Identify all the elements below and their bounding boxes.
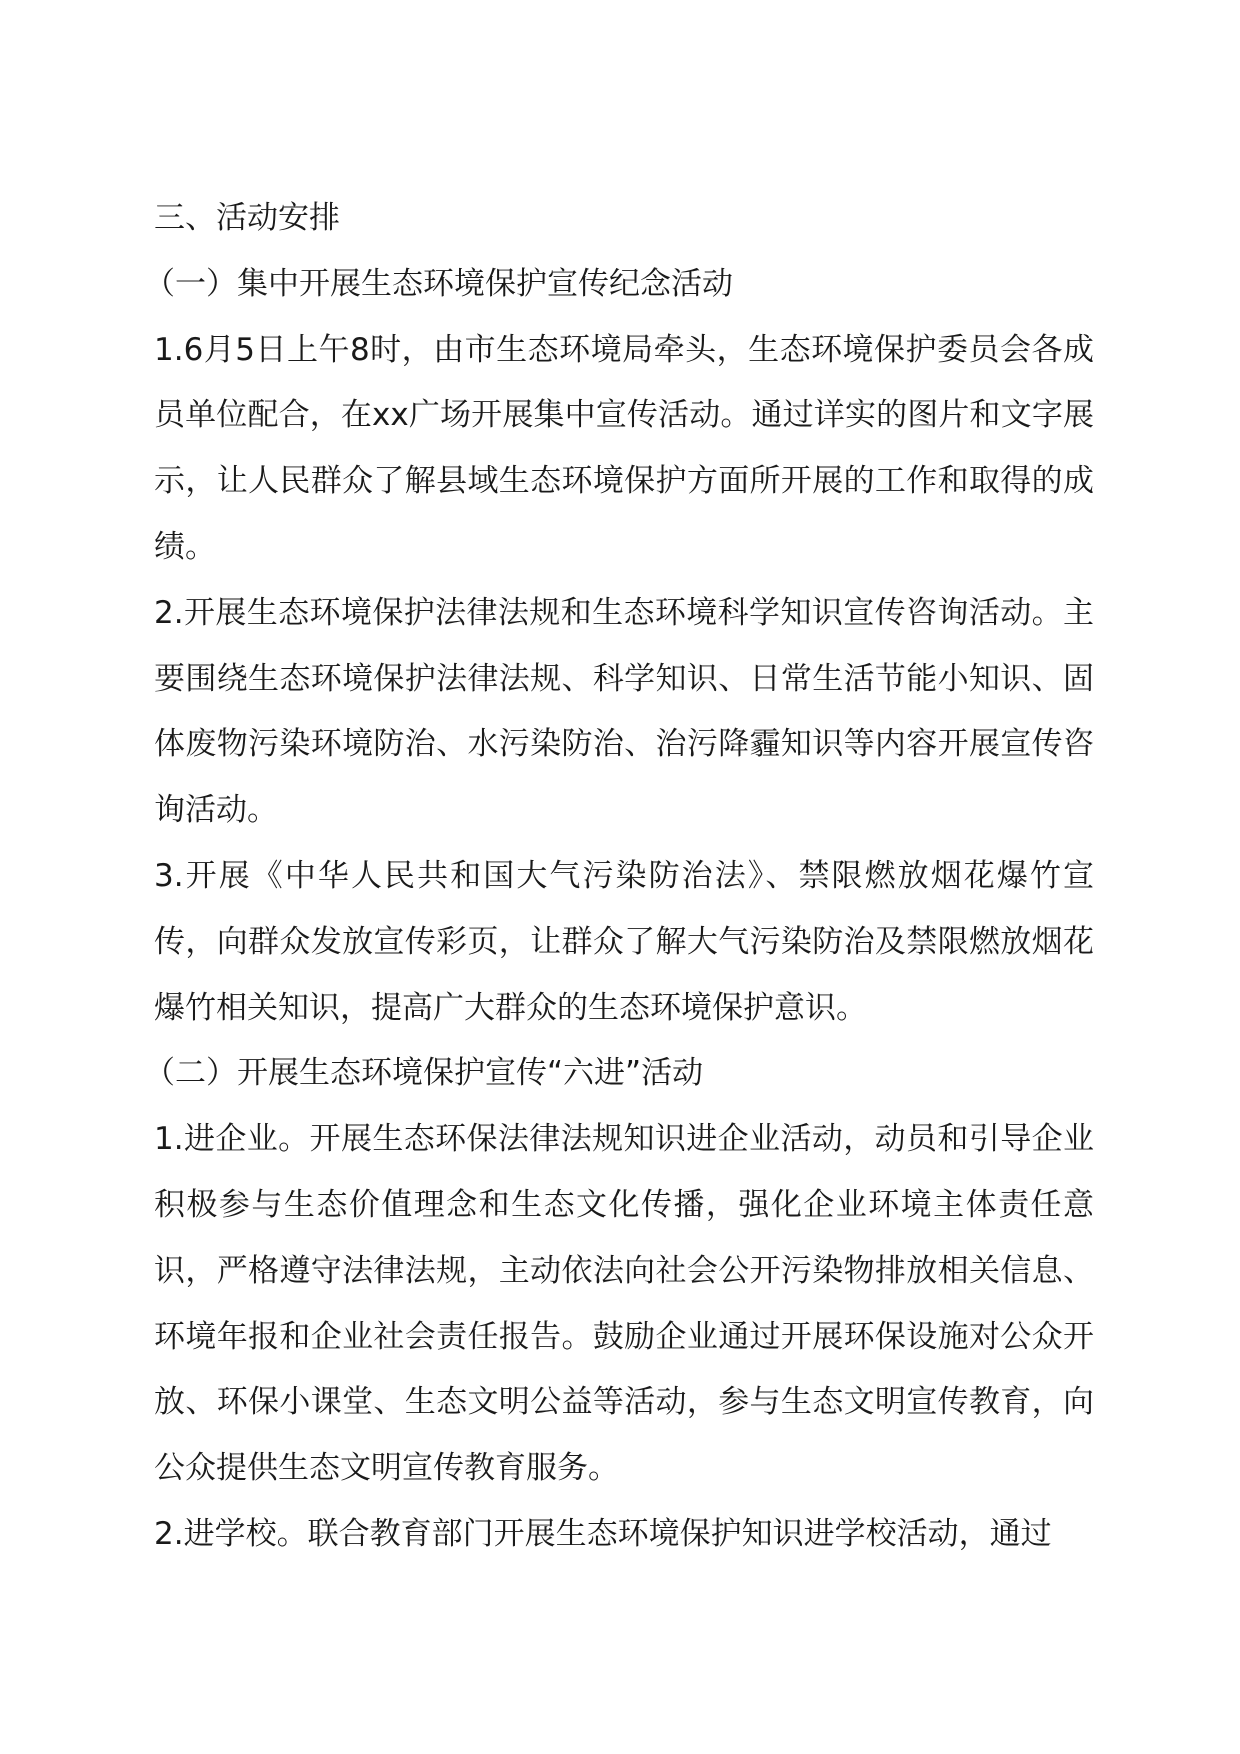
subsection-heading-1: （一）集中开展生态环境保护宣传纪念活动 (144, 265, 733, 302)
paragraph-2-2: 2.进学校。联合教育部门开展生态环境保护知识进学校活动，通过 (154, 1515, 1052, 1552)
paragraph-1-1: 1.6月5日上午8时，由市生态环境局牵头，生态环境保护委员会各成员单位配合，在xx广场开展集中宣传活动。通过详实的图片和文字展示，让人民群众了解县域生态环境保护方面所开展的工作和取得的成绩。 (154, 331, 1094, 565)
paragraph-1-3: 3.开展《中华人民共和国大气污染防治法》、禁限燃放烟花爆竹宣传，向群众发放宣传彩页，让群众了解大气污染防治及禁限燃放烟花爆竹相关知识，提高广大群众的生态环境保护意识。 (154, 857, 1094, 1026)
paragraph-2-1: 1.进企业。开展生态环保法律法规知识进企业活动，动员和引导企业积极参与生态价值理念和生态文化传播，强化企业环境主体责任意识，严格遵守法律法规，主动依法向社会公开污染物排放相关信息、环境年报和企业社会责任报告。鼓励企业通过开展环保设施对公众开放、环保小课堂、生态文明公益等活动，参与生态文明宣传教育，向公众提供生态文明宣传教育服务。 (154, 1121, 1094, 1487)
paragraph-1-2: 2.开展生态环境保护法律法规和生态环境科学知识宣传咨询活动。主要围绕生态环境保护法律法规、科学知识、日常生活节能小知识、固体废物污染环境防治、水污染防治、治污降霾知识等内容开展宣传咨询活动。 (154, 594, 1094, 829)
subsection-heading-2: （二）开展生态环境保护宣传“六进”活动 (144, 1055, 704, 1092)
document-body (144, 186, 1094, 1568)
section-heading: 三、活动安排 (154, 200, 340, 236)
